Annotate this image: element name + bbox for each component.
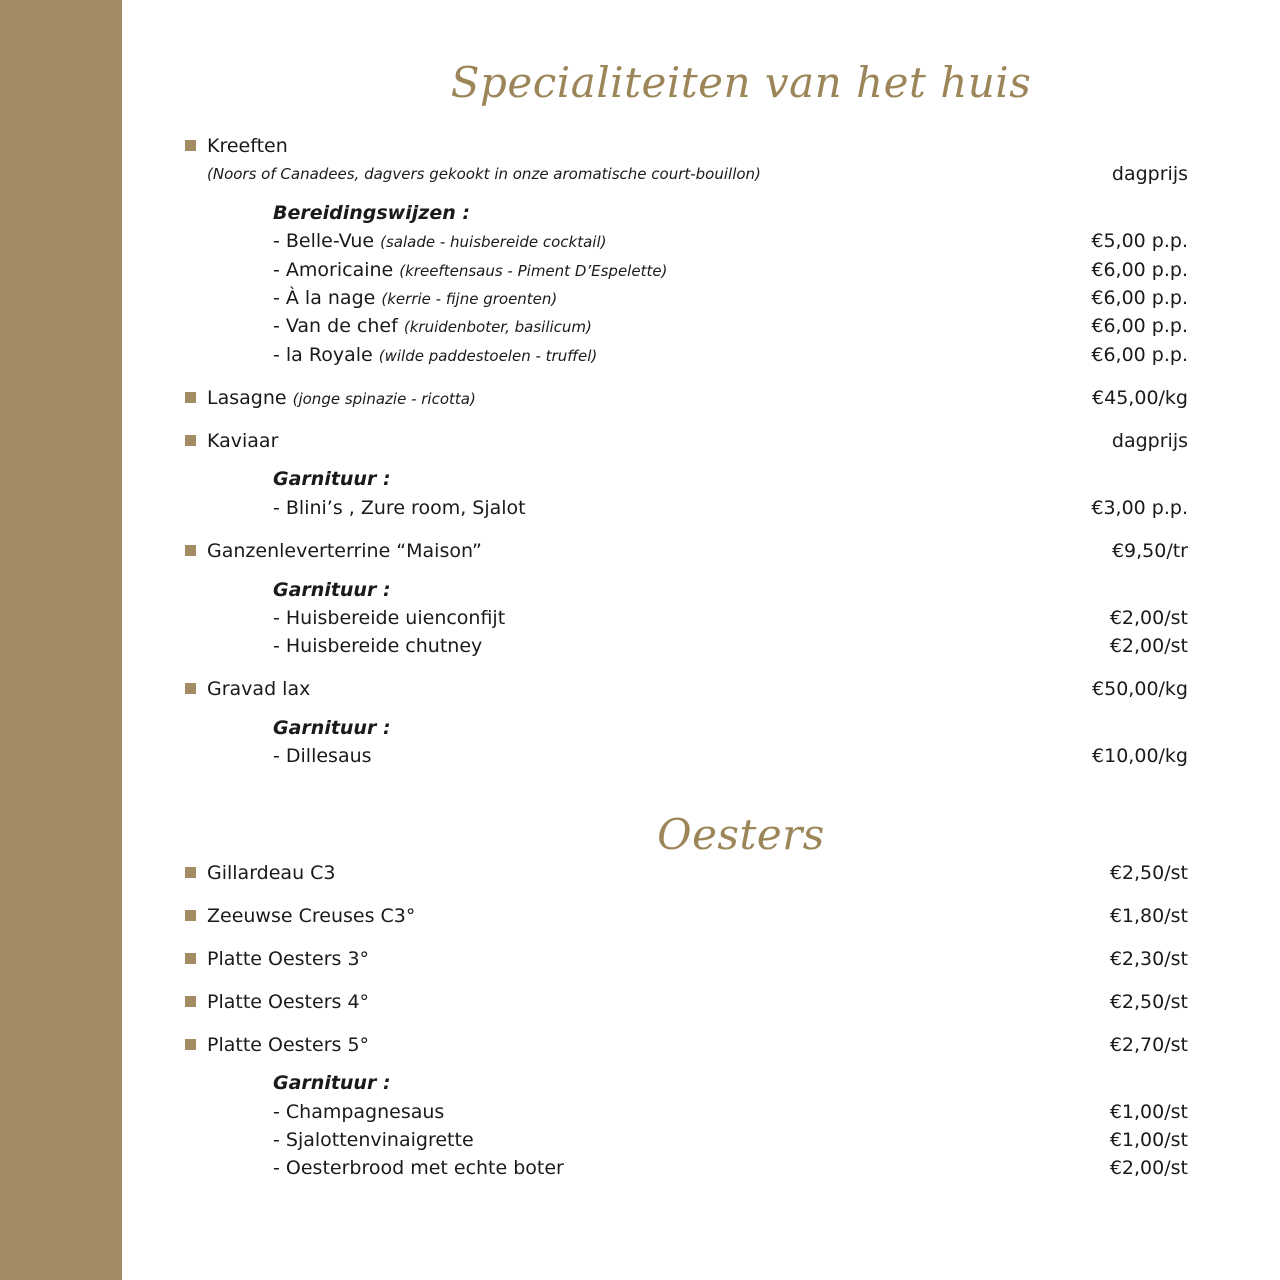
option-price: €6,00 p.p.	[1091, 315, 1188, 337]
option-name: - Blini’s , Zure room, Sjalot	[273, 497, 526, 519]
option-title: - À la nage	[273, 287, 376, 309]
bullet-icon	[185, 140, 196, 151]
option-name	[273, 312, 592, 341]
item-price: €1,80/st	[1109, 905, 1188, 927]
option-name: - Oesterbrood met echte boter	[273, 1157, 564, 1179]
item-price: €50,00/kg	[1092, 678, 1188, 700]
option-name: - Huisbereide chutney	[273, 635, 483, 657]
sub-label-row	[0, 465, 1280, 493]
item-price: €2,50/st	[1109, 991, 1188, 1013]
item-price: €2,30/st	[1109, 948, 1188, 970]
item-price: €2,70/st	[1109, 1034, 1188, 1056]
bullet-icon	[185, 910, 196, 921]
menu-item-oyster	[0, 859, 1280, 887]
option-desc: (wilde paddestoelen - truffel)	[378, 347, 598, 365]
sub-option	[0, 604, 1280, 632]
sub-label-row	[0, 576, 1280, 604]
bullet-icon	[185, 867, 196, 878]
option-desc: (kreeftensaus - Piment D’Espelette)	[399, 262, 668, 280]
section-title-specialties: Specialiteiten van het huis	[450, 58, 1032, 107]
menu-item-oyster	[0, 1031, 1280, 1059]
item-name: Gillardeau C3	[207, 862, 336, 884]
sub-label: Garnituur :	[273, 579, 391, 601]
option-name	[273, 256, 667, 285]
bullet-icon	[185, 953, 196, 964]
option-price: €5,00 p.p.	[1091, 230, 1188, 252]
sub-option	[0, 312, 1280, 340]
item-name: Ganzenleverterrine “Maison”	[207, 540, 482, 562]
sub-option	[0, 1154, 1280, 1182]
option-name: - Champagnesaus	[273, 1101, 445, 1123]
item-price: €9,50/tr	[1111, 540, 1188, 562]
option-desc: (kerrie - fijne groenten)	[381, 290, 558, 308]
bullet-icon	[185, 996, 196, 1007]
menu-item-lasagne	[0, 384, 1280, 412]
bullet-icon	[185, 392, 196, 403]
option-price: €2,00/st	[1109, 635, 1188, 657]
item-name: Platte Oesters 3°	[207, 948, 370, 970]
option-desc: (salade - huisbereide cocktail)	[380, 233, 607, 251]
sub-option	[0, 494, 1280, 522]
item-price: €45,00/kg	[1092, 387, 1188, 409]
option-name	[273, 341, 597, 370]
option-name: - Sjalottenvinaigrette	[273, 1129, 474, 1151]
sub-label: Bereidingswijzen :	[273, 202, 470, 224]
sub-label: Garnituur :	[273, 717, 391, 739]
option-name: - Dillesaus	[273, 745, 372, 767]
option-price: €10,00/kg	[1092, 745, 1188, 767]
menu-item-oyster	[0, 945, 1280, 973]
menu-item-gravad-lax	[0, 675, 1280, 703]
option-name	[273, 284, 557, 313]
bullet-icon	[185, 1039, 196, 1050]
bullet-icon	[185, 545, 196, 556]
option-price: €6,00 p.p.	[1091, 344, 1188, 366]
item-name: Zeeuwse Creuses C3°	[207, 905, 416, 927]
option-price: €1,00/st	[1109, 1101, 1188, 1123]
sub-option	[0, 742, 1280, 770]
sub-label-row	[0, 714, 1280, 742]
sub-label: Garnituur :	[273, 1072, 391, 1094]
option-price: €2,00/st	[1109, 607, 1188, 629]
sub-option	[0, 341, 1280, 369]
item-note: (Noors of Canadees, dagvers gekookt in onze aromatische court-bouillon)	[207, 165, 761, 183]
option-name: - Huisbereide uienconfijt	[273, 607, 506, 629]
menu-item-note	[0, 160, 1280, 188]
item-price: dagprijs	[1111, 430, 1188, 452]
sub-label-row	[0, 199, 1280, 227]
sub-option	[0, 632, 1280, 660]
item-name: Platte Oesters 4°	[207, 991, 370, 1013]
option-title: - Belle-Vue	[273, 230, 375, 252]
option-desc: (kruidenboter, basilicum)	[403, 318, 592, 336]
item-name: Kreeften	[207, 135, 288, 157]
option-title: - la Royale	[273, 344, 373, 366]
sub-label-row	[0, 1069, 1280, 1097]
item-title: Lasagne	[207, 387, 287, 409]
option-title: - Amoricaine	[273, 259, 394, 281]
menu-item-kreeften	[0, 132, 1280, 160]
sub-option	[0, 1126, 1280, 1154]
menu-item-oyster	[0, 988, 1280, 1016]
option-name	[273, 227, 606, 256]
sub-option	[0, 1098, 1280, 1126]
sub-option	[0, 256, 1280, 284]
bullet-icon	[185, 683, 196, 694]
item-name: Kaviaar	[207, 430, 279, 452]
item-desc: (jonge spinazie - ricotta)	[292, 390, 476, 408]
sub-label: Garnituur :	[273, 468, 391, 490]
option-price: €2,00/st	[1109, 1157, 1188, 1179]
item-price: dagprijs	[1111, 163, 1188, 185]
item-price: €2,50/st	[1109, 862, 1188, 884]
item-name: Gravad lax	[207, 678, 311, 700]
item-name	[207, 384, 476, 413]
menu-item-kaviaar	[0, 427, 1280, 455]
option-title: - Van de chef	[273, 315, 398, 337]
sub-option	[0, 227, 1280, 255]
bullet-icon	[185, 435, 196, 446]
menu-item-ganzenleverterrine	[0, 537, 1280, 565]
item-name: Platte Oesters 5°	[207, 1034, 370, 1056]
option-price: €6,00 p.p.	[1091, 287, 1188, 309]
sub-option	[0, 284, 1280, 312]
option-price: €6,00 p.p.	[1091, 259, 1188, 281]
option-price: €1,00/st	[1109, 1129, 1188, 1151]
section-title-oysters: Oesters	[657, 810, 825, 859]
menu-item-oyster	[0, 902, 1280, 930]
option-price: €3,00 p.p.	[1091, 497, 1188, 519]
